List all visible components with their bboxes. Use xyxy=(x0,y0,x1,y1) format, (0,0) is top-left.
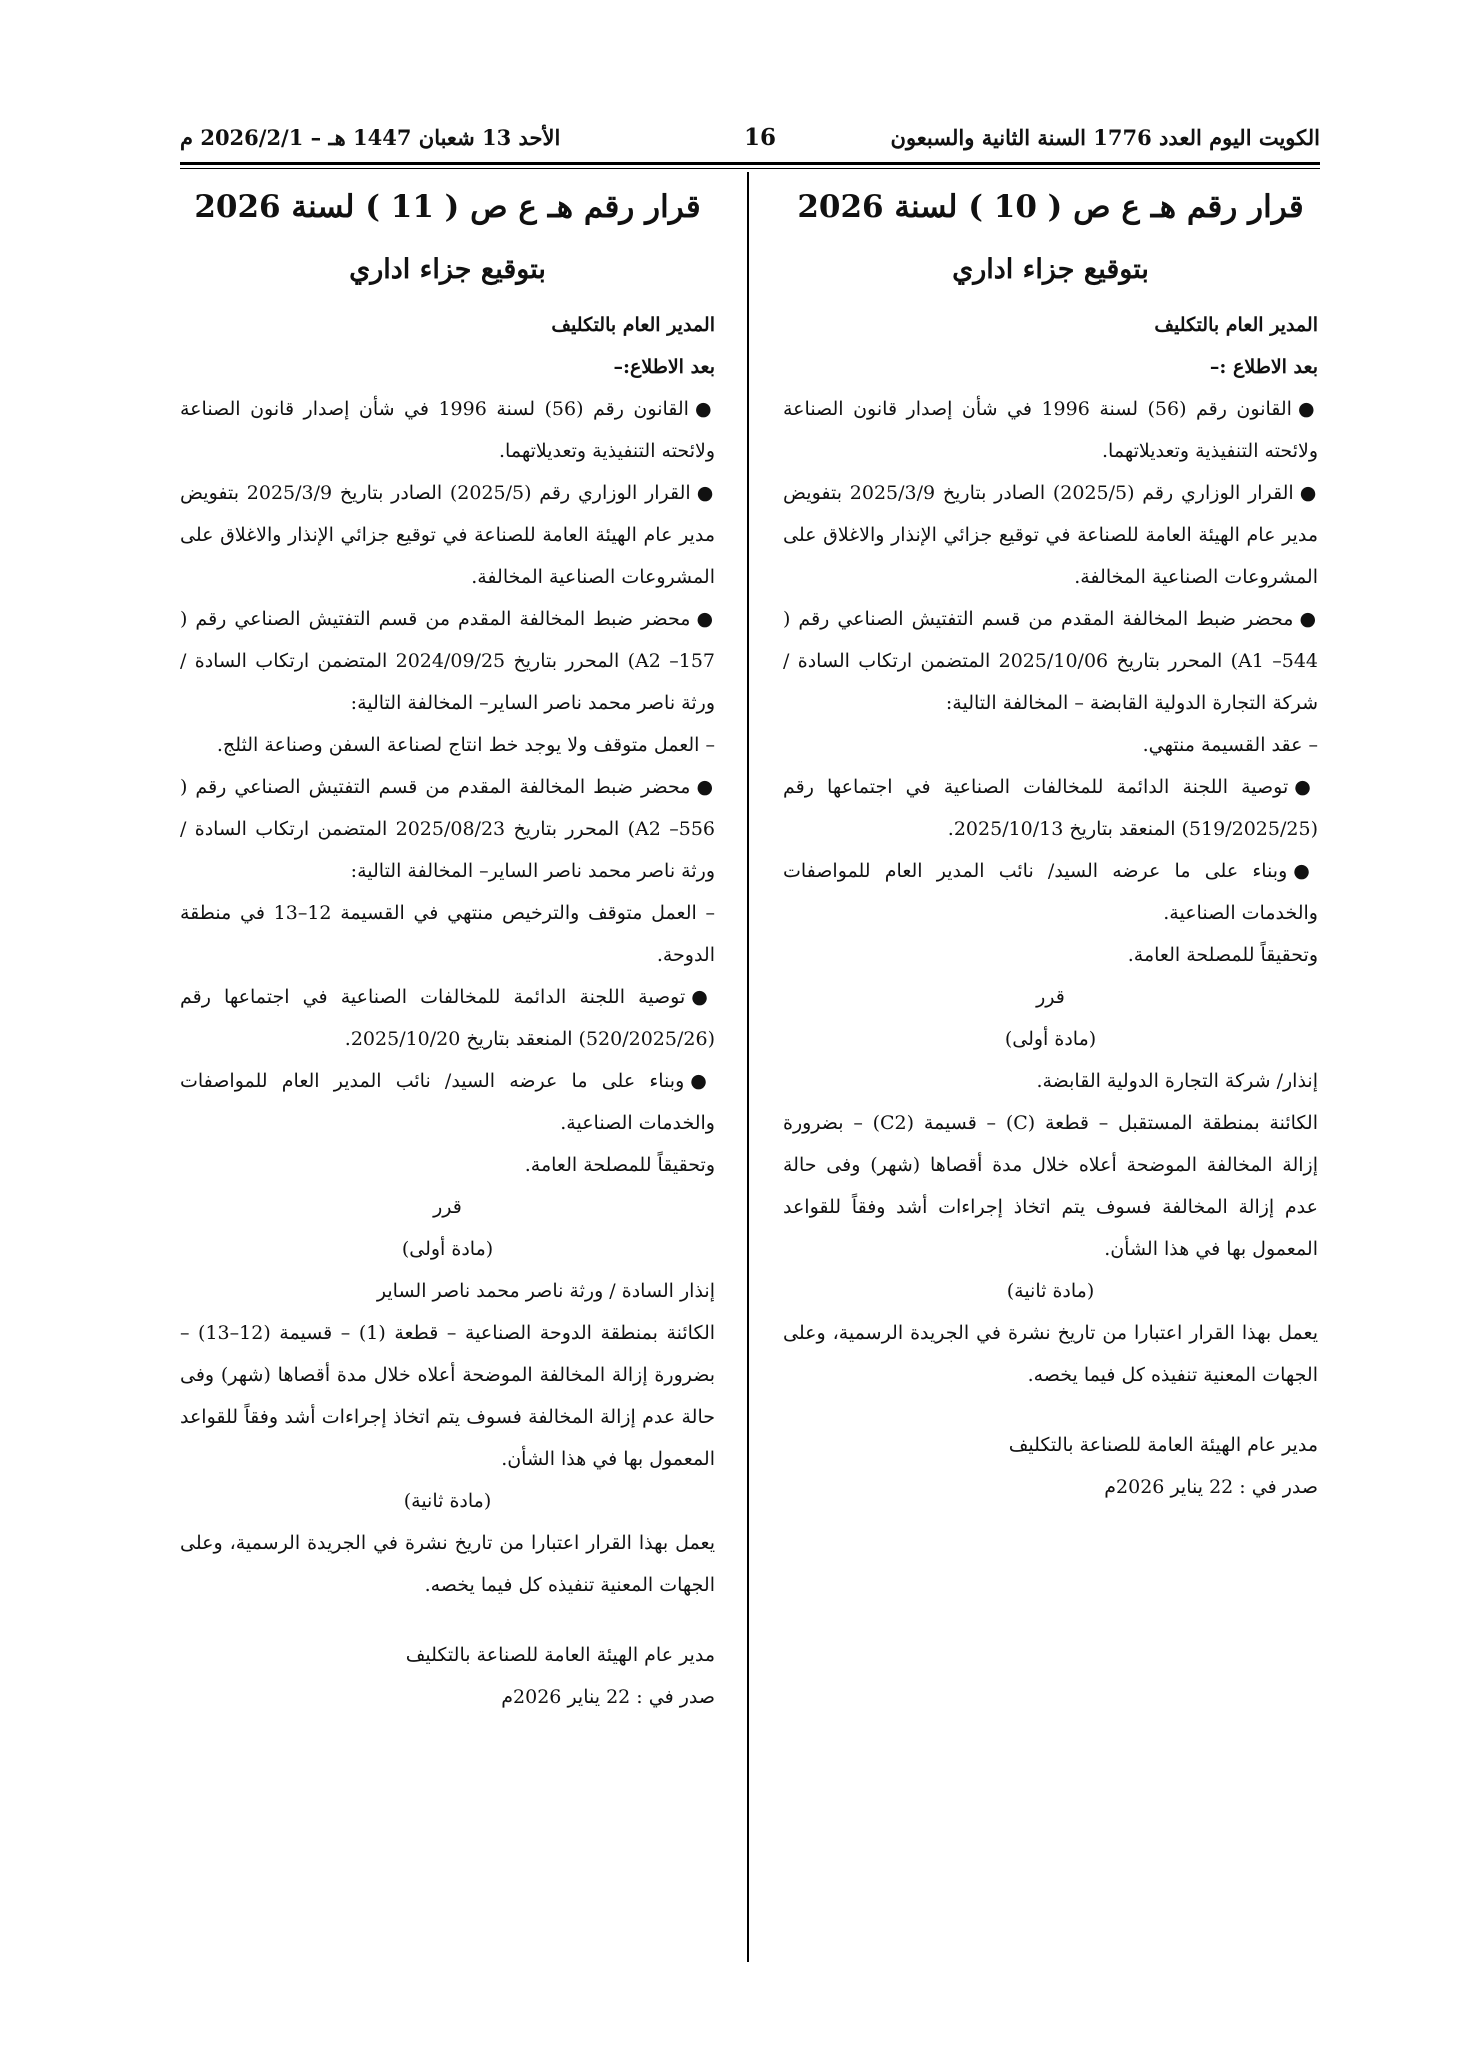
after-review: بعد الاطلاع:– xyxy=(613,356,715,378)
review-item: ●وبناء على ما عرضه السيد/ نائب المدير العام للمواصفات والخدمات الصناعية. xyxy=(783,860,1318,924)
violation-text: – عقد القسيمة منتهي. xyxy=(1142,734,1318,756)
review-item: ●القانون رقم (56) لسنة 1996 في شأن إصدار قانون الصناعة ولائحته التنفيذية وتعديلاتهما. xyxy=(180,398,716,462)
review-item: ●محضر ضبط المخالفة المقدم من قسم التفتيش الصناعي رقم ( A2 –157) المحرر بتاريخ 2024/09/25 المتضمن ارتكاب السادة / ورثة ناصر محمد ناصر الساير– المخالفة التالية: xyxy=(180,608,715,714)
review-item: ●محضر ضبط المخالفة المقدم من قسم التفتيش الصناعي رقم ( A2 –556) المحرر بتاريخ 2025/08/23 المتضمن ارتكاب السادة / ورثة ناصر محمد ناصر الساير– المخالفة التالية: xyxy=(180,776,715,882)
review-item: ●القانون رقم (56) لسنة 1996 في شأن إصدار قانون الصناعة ولائحته التنفيذية وتعديلاتهما. xyxy=(783,398,1319,462)
review-item: ●القرار الوزاري رقم (2025/5) الصادر بتاريخ 2025/3/9 بتفويض مدير عام الهيئة العامة للصناعة في توقيع جزائي الإنذار والاغلاق على المشروعات الصناعية المخالفة. xyxy=(783,482,1318,588)
decided-heading: قرر xyxy=(1036,986,1065,1008)
bullet-icon: ● xyxy=(1299,482,1318,504)
bullet-icon: ● xyxy=(696,482,715,504)
decision-subtitle: بتوقيع جزاء اداري xyxy=(349,254,546,285)
gazette-issue: الكويت اليوم العدد 1776 السنة الثانية والسبعون xyxy=(890,125,1320,150)
issue-date-line: صدر في : 22 يناير 2026م xyxy=(501,1686,715,1708)
decided-heading: قرر xyxy=(433,1196,462,1218)
bullet-icon: ● xyxy=(696,608,715,630)
bullet-icon: ● xyxy=(690,1070,715,1092)
article-2-text: يعمل بهذا القرار اعتبارا من تاريخ نشرة في الجريدة الرسمية، وعلى الجهات المعنية تنفيذه كل فيما يخصه. xyxy=(180,1532,715,1596)
article-1-title: (مادة أولى) xyxy=(401,1238,494,1260)
signature: مدير عام الهيئة العامة للصناعة بالتكليف xyxy=(1008,1434,1318,1456)
bullet-icon: ● xyxy=(1293,860,1318,882)
article-2-title: (مادة ثانية) xyxy=(1006,1280,1095,1302)
article-1-text: الكائنة بمنطقة المستقبل – قطعة (C) – قسيمة (C2) – بضرورة إزالة المخالفة الموضحة أعلاه خلال مدة أقصاها (شهر) وفى حالة عدم إزالة المخالفة فسوف يتم اتخاذ إجراءات أشد وفقاً للقواعد المعمول بها في هذا الشأن. xyxy=(783,1112,1318,1260)
bullet-icon: ● xyxy=(1297,398,1319,420)
column-divider xyxy=(747,172,749,1962)
issue-date: الأحد 13 شعبان 1447 هـ – 2026/2/1 م xyxy=(180,125,561,150)
review-item: ●توصية اللجنة الدائمة للمخالفات الصناعية في اجتماعها رقم (519/2025/25) المنعقد بتاريخ 2025/10/13. xyxy=(783,776,1318,840)
decision-title: قرار رقم هـ ع ص ( 10 ) لسنة 2026 xyxy=(797,189,1304,225)
signature: مدير عام الهيئة العامة للصناعة بالتكليف xyxy=(405,1644,715,1666)
decision-subtitle: بتوقيع جزاء اداري xyxy=(952,254,1149,285)
public-interest: وتحقيقاً للمصلحة العامة. xyxy=(1127,944,1318,966)
bullet-icon: ● xyxy=(1299,608,1318,630)
bullet-icon: ● xyxy=(694,398,716,420)
issuer: المدير العام بالتكليف xyxy=(1154,314,1318,336)
decision-11 xyxy=(180,178,715,1718)
article-1-subject: إنذار/ شركة التجارة الدولية القابضة. xyxy=(1036,1070,1318,1092)
article-1-text: الكائنة بمنطقة الدوحة الصناعية – قطعة (1) – قسيمة (12–13) – بضرورة إزالة المخالفة الموضحة أعلاه خلال مدة أقصاها (شهر) وفى حالة عدم إزالة المخالفة فسوف يتم اتخاذ إجراءات أشد وفقاً للقواعد المعمول بها في هذا الشأن. xyxy=(180,1322,716,1470)
decision-title: قرار رقم هـ ع ص ( 11 ) لسنة 2026 xyxy=(194,189,701,225)
review-item: ●محضر ضبط المخالفة المقدم من قسم التفتيش الصناعي رقم ( A1 –544) المحرر بتاريخ 2025/10/06 المتضمن ارتكاب السادة / شركة التجارة الدولية القابضة – المخالفة التالية: xyxy=(783,608,1318,714)
article-1-title: (مادة أولى) xyxy=(1004,1028,1097,1050)
bullet-icon: ● xyxy=(691,986,715,1008)
decision-10 xyxy=(783,178,1318,1508)
after-review: بعد الاطلاع :– xyxy=(1209,356,1318,378)
issue-date-line: صدر في : 22 يناير 2026م xyxy=(1104,1476,1318,1498)
page-header xyxy=(180,118,1320,158)
header-rule xyxy=(180,162,1320,165)
violation-text: – العمل متوقف والترخيص منتهي في القسيمة 12–13 في منطقة الدوحة. xyxy=(180,902,715,966)
article-1-subject: إنذار السادة / ورثة ناصر محمد ناصر الساير xyxy=(376,1280,715,1302)
review-item: ●القرار الوزاري رقم (2025/5) الصادر بتاريخ 2025/3/9 بتفويض مدير عام الهيئة العامة للصناعة في توقيع جزائي الإنذار والاغلاق على المشروعات الصناعية المخالفة. xyxy=(180,482,715,588)
issuer: المدير العام بالتكليف xyxy=(551,314,715,336)
review-item: ●توصية اللجنة الدائمة للمخالفات الصناعية في اجتماعها رقم (520/2025/26) المنعقد بتاريخ 2025/10/20. xyxy=(180,986,715,1050)
public-interest: وتحقيقاً للمصلحة العامة. xyxy=(524,1154,715,1176)
bullet-icon: ● xyxy=(1294,776,1318,798)
page-number: 16 xyxy=(743,124,776,151)
review-item: ●وبناء على ما عرضه السيد/ نائب المدير العام للمواصفات والخدمات الصناعية. xyxy=(180,1070,715,1134)
header-rule-thin xyxy=(180,168,1320,169)
bullet-icon: ● xyxy=(696,776,715,798)
article-2-text: يعمل بهذا القرار اعتبارا من تاريخ نشرة في الجريدة الرسمية، وعلى الجهات المعنية تنفيذه كل فيما يخصه. xyxy=(783,1322,1318,1386)
violation-text: – العمل متوقف ولا يوجد خط انتاج لصناعة السفن وصناعة الثلج. xyxy=(216,734,715,756)
article-2-title: (مادة ثانية) xyxy=(403,1490,492,1512)
